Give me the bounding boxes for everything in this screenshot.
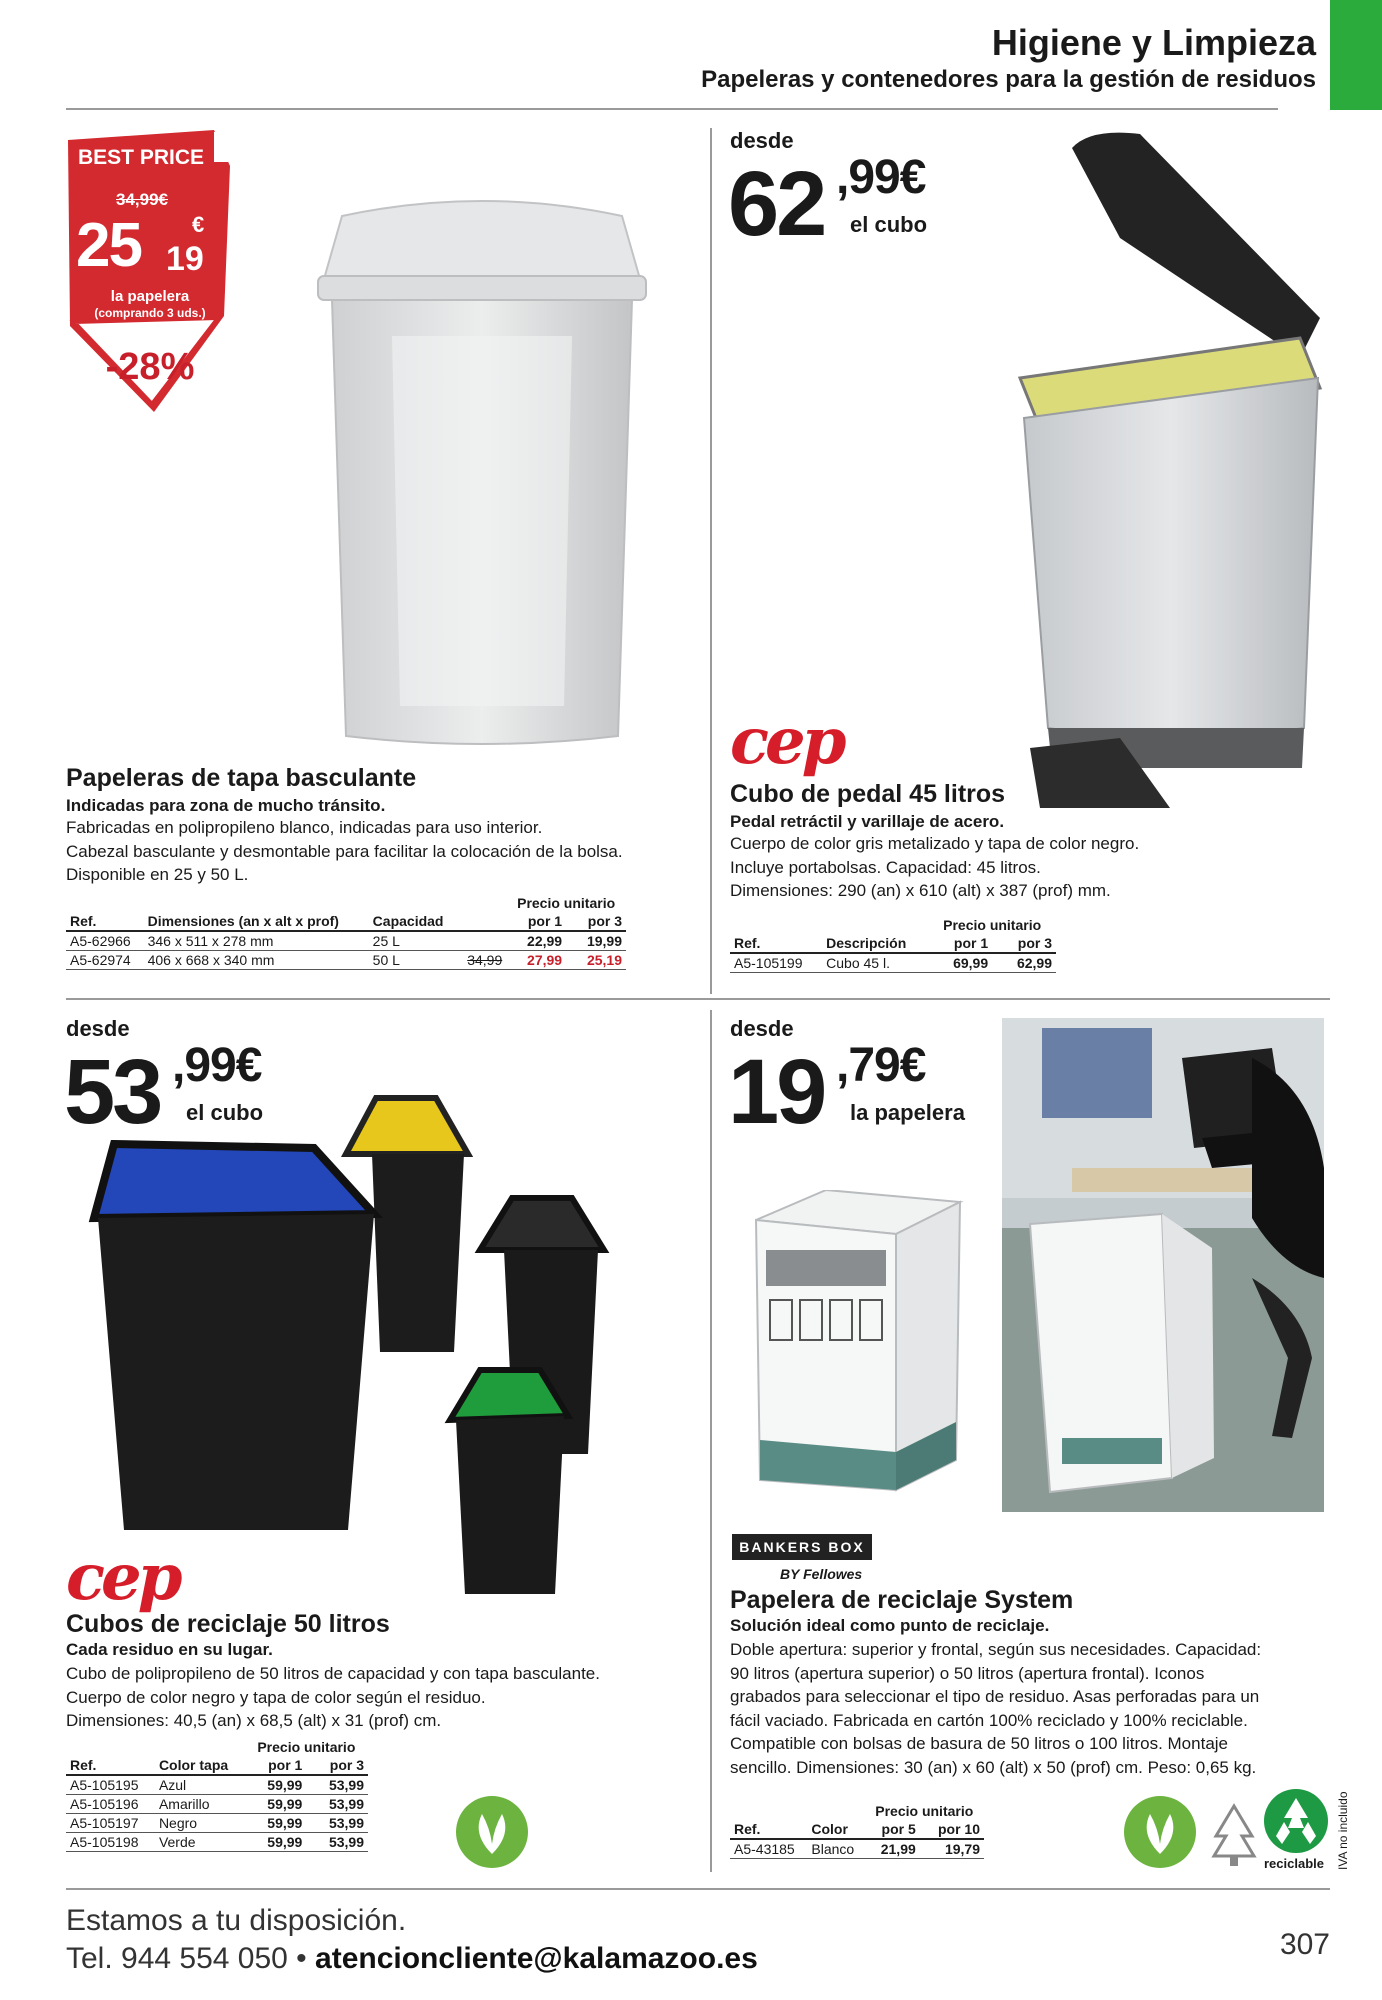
table-header: Ref.	[66, 912, 144, 931]
table-cell: Cubo 45 l.	[822, 953, 928, 973]
product-table	[730, 1802, 984, 1859]
column-divider-top	[710, 128, 712, 994]
table-group-header: Precio unitario	[943, 917, 1042, 933]
table-cell: 53,99	[306, 1795, 368, 1814]
table-header: Descripción	[822, 934, 928, 953]
description-line: fácil vaciado. Fabricada en cartón 100% reciclado y 100% reciclable.	[730, 1710, 1248, 1730]
table-header: por 10	[920, 1820, 984, 1839]
table-cell: 59,99	[245, 1795, 307, 1814]
price-cents: ,99€	[172, 1039, 262, 1092]
price-integer: 53	[64, 1041, 161, 1143]
table-cell: 406 x 668 x 340 mm	[144, 951, 369, 970]
footer-contact-intro: Estamos a tu disposición.	[66, 1904, 407, 1937]
product-subtitle: Indicadas para zona de mucho tránsito.	[66, 796, 386, 815]
product-description	[730, 832, 1139, 903]
price-unit: el cubo	[186, 1100, 264, 1125]
product-title: Papelera de reciclaje System	[730, 1586, 1074, 1614]
price-unit: el cubo	[850, 212, 928, 237]
table-row	[66, 1775, 368, 1795]
leaf-icon	[1122, 1794, 1198, 1870]
white-swing-bin-image	[312, 196, 652, 756]
office-scene-photo	[1002, 1018, 1324, 1512]
product-title: Cubo de pedal 45 litros	[730, 780, 1006, 808]
table-row	[66, 931, 626, 951]
product-table	[66, 894, 626, 970]
brand-logo-cep: cep	[730, 704, 843, 779]
product-description	[66, 1662, 600, 1733]
table-cell: 53,99	[306, 1775, 368, 1795]
table-row	[730, 1839, 984, 1859]
description-line: Compatible con bolsas de basura de 50 litros o 100 litros. Montaje	[730, 1734, 1229, 1753]
table-cell: Blanco	[807, 1839, 864, 1859]
table-cell: 25 L	[369, 931, 458, 951]
product-description	[730, 1638, 1261, 1779]
table-cell: 59,99	[245, 1814, 307, 1833]
description-line: Disponible en 25 y 50 L.	[66, 865, 249, 884]
table-cell: 69,99	[928, 953, 992, 973]
table-header: por 1	[245, 1756, 307, 1775]
brand-logo-cep: cep	[66, 1540, 179, 1615]
table-cell: A5-62974	[66, 951, 144, 970]
description-line: Fabricadas en polipropileno blanco, indicadas para uso interior.	[66, 818, 543, 837]
table-row	[66, 1814, 368, 1833]
table-header: por 3	[992, 934, 1056, 953]
table-header: Capacidad	[369, 912, 458, 931]
page-subtitle: Papeleras y contenedores para la gestión de residuos	[701, 66, 1316, 93]
product-subtitle: Cada residuo en su lugar.	[66, 1640, 273, 1659]
product-table	[730, 916, 1056, 973]
table-cell: Azul	[155, 1775, 245, 1795]
badge-old-price: 34,99€	[116, 190, 168, 209]
product-title: Papeleras de tapa basculante	[66, 764, 417, 792]
table-cell: 59,99	[245, 1775, 307, 1795]
table-cell: 19,99	[566, 931, 626, 951]
table-cell: 62,99	[992, 953, 1056, 973]
table-cell: 59,99	[245, 1833, 307, 1852]
table-cell: 21,99	[865, 1839, 920, 1859]
fsc-icon	[1206, 1800, 1262, 1876]
section-tab	[1330, 0, 1382, 110]
page-title: Higiene y Limpieza	[991, 22, 1316, 63]
vat-note: IVA no incluido	[1336, 1791, 1350, 1870]
description-line: 90 litros (apertura superior) o 50 litros (apertura frontal). Iconos	[730, 1663, 1205, 1683]
pedal-bin-image	[1000, 128, 1330, 828]
leaf-icon	[454, 1794, 530, 1870]
table-cell: A5-62966	[66, 931, 144, 951]
table-header: Color	[807, 1820, 864, 1839]
table-header: Ref.	[66, 1756, 155, 1775]
badge-price-integer: 25	[76, 211, 141, 280]
price-integer: 62	[728, 153, 825, 255]
footer-phone: Tel. 944 554 050 •	[66, 1942, 316, 1975]
table-cell: A5-105198	[66, 1833, 155, 1852]
product-subtitle: Solución ideal como punto de reciclaje.	[730, 1616, 1050, 1635]
table-cell: Negro	[155, 1814, 245, 1833]
price-from-label: desde	[730, 128, 794, 153]
table-cell: 53,99	[306, 1814, 368, 1833]
table-group-header: Precio unitario	[257, 1739, 356, 1755]
table-cell: A5-105197	[66, 1814, 155, 1833]
description-line: Cabezal basculante y desmontable para facilitar la colocación de la bolsa.	[66, 841, 623, 861]
price-from-label: desde	[730, 1016, 794, 1041]
table-cell: 19,79	[920, 1839, 984, 1859]
brand-logo-bankers-box: BANKERS BOX	[732, 1534, 872, 1560]
table-header: Dimensiones (an x alt x prof)	[144, 912, 369, 931]
table-cell	[458, 931, 507, 951]
cardboard-bin-image	[746, 1190, 966, 1510]
badge-currency: €	[192, 212, 205, 237]
table-header: Ref.	[730, 934, 822, 953]
table-row	[66, 951, 626, 970]
footer-contact-line	[66, 1942, 758, 1976]
table-cell: 27,99	[506, 951, 566, 970]
table-header: por 3	[306, 1756, 368, 1775]
footer-email-link[interactable]: atencioncliente@kalamazoo.es	[315, 1942, 758, 1975]
badge-unit: la papelera	[110, 288, 190, 305]
price-from-label: desde	[66, 1016, 130, 1041]
row-divider	[66, 998, 1330, 1000]
table-cell: 53,99	[306, 1833, 368, 1852]
description-line: Cuerpo de color negro y tapa de color según el residuo.	[66, 1687, 486, 1707]
description-line: Cubo de polipropileno de 50 litros de capacidad y con tapa basculante.	[66, 1664, 600, 1683]
product-subtitle: Pedal retráctil y varillaje de acero.	[730, 812, 1005, 831]
table-cell: Verde	[155, 1833, 245, 1852]
table-header: por 1	[506, 912, 566, 931]
badge-price-cents: 19	[166, 240, 204, 278]
recyclable-label: reciclable	[1264, 1856, 1324, 1871]
table-cell: 25,19	[566, 951, 626, 970]
table-header: por 3	[566, 912, 626, 931]
table-cell: 50 L	[369, 951, 458, 970]
description-line: grabados para seleccionar el tipo de residuo. Asas perforadas para un	[730, 1687, 1260, 1706]
price-unit: la papelera	[850, 1100, 965, 1125]
table-cell: A5-105195	[66, 1775, 155, 1795]
badge-discount: -28%	[105, 346, 195, 388]
table-row	[66, 1795, 368, 1814]
product-description	[66, 816, 623, 887]
table-header	[458, 912, 507, 931]
description-line: Dimensiones: 40,5 (an) x 68,5 (alt) x 31 (prof) cm.	[66, 1711, 442, 1730]
recycle-icon	[1260, 1788, 1332, 1854]
table-cell: A5-105196	[66, 1795, 155, 1814]
description-line: Doble apertura: superior y frontal, según sus necesidades. Capacidad:	[730, 1640, 1262, 1659]
page-number: 307	[1279, 1928, 1330, 1961]
badge-label: BEST PRICE	[78, 146, 205, 169]
recycling-bins-image	[84, 1094, 704, 1594]
table-cell: A5-105199	[730, 953, 822, 973]
description-line: Dimensiones: 290 (an) x 610 (alt) x 387 (prof) mm.	[730, 881, 1111, 900]
table-header: Ref.	[730, 1820, 807, 1839]
table-group-header: Precio unitario	[875, 1803, 974, 1819]
footer-divider	[66, 1888, 1330, 1890]
product-table	[66, 1738, 368, 1852]
table-row	[66, 1833, 368, 1852]
description-line: Incluye portabolsas. Capacidad: 45 litros.	[730, 857, 1041, 877]
table-cell-old-price: 34,99	[458, 951, 507, 970]
price-cents: ,79€	[836, 1039, 926, 1092]
table-header: Color tapa	[155, 1756, 245, 1775]
table-header: por 1	[928, 934, 992, 953]
price-integer: 19	[728, 1041, 825, 1143]
column-divider-bottom	[710, 1010, 712, 1872]
table-cell: A5-43185	[730, 1839, 807, 1859]
table-cell: Amarillo	[155, 1795, 245, 1814]
brand-logo-fellowes: BY Fellowes	[780, 1566, 863, 1582]
badge-condition: (comprando 3 uds.)	[94, 306, 206, 320]
table-cell: 346 x 511 x 278 mm	[144, 931, 369, 951]
description-line: Cuerpo de color gris metalizado y tapa de color negro.	[730, 834, 1140, 853]
description-line: sencillo. Dimensiones: 30 (an) x 60 (alt) x 50 (prof) cm. Peso: 0,65 kg.	[730, 1757, 1257, 1777]
product-title: Cubos de reciclaje 50 litros	[66, 1610, 390, 1638]
header-divider	[66, 108, 1278, 110]
table-group-header: Precio unitario	[517, 895, 616, 911]
table-cell: 22,99	[506, 931, 566, 951]
price-cents: ,99€	[836, 151, 926, 204]
table-header: por 5	[865, 1820, 920, 1839]
table-row	[730, 953, 1056, 973]
